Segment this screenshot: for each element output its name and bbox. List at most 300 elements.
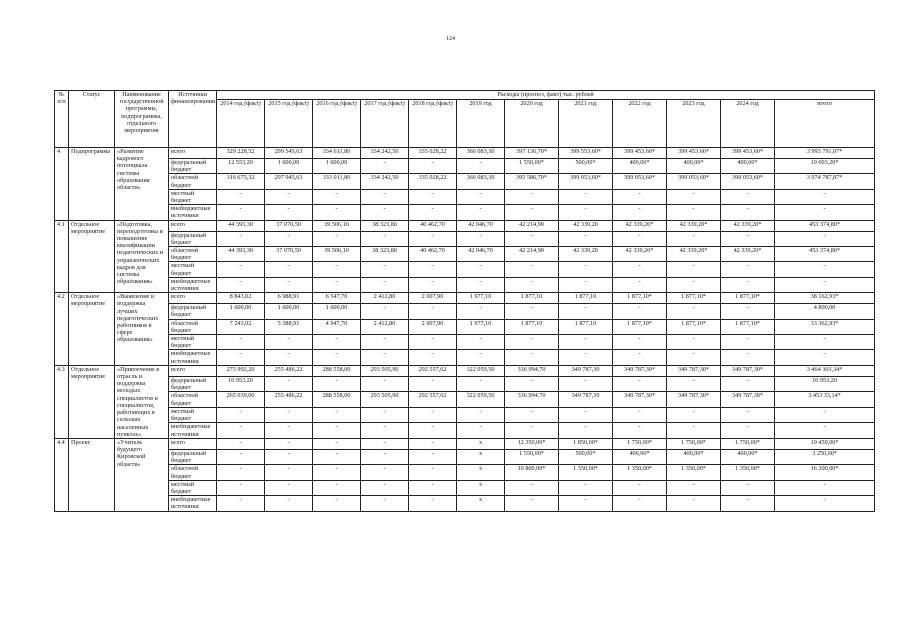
value-cell: 38 162,93* [775, 293, 875, 304]
value-cell: - [361, 304, 409, 319]
value-cell: - [313, 189, 361, 204]
value-cell: - [313, 376, 361, 391]
value-cell: - [775, 262, 875, 277]
value-cell: - [721, 277, 775, 292]
value-cell: - [217, 189, 265, 204]
header-sources: Источники финансирования [169, 91, 217, 148]
value-cell: 366 083,30 [457, 174, 505, 189]
value-cell: - [409, 423, 457, 439]
source-cell: местный бюджет [169, 407, 217, 422]
value-cell: 500,00* [559, 449, 613, 464]
value-cell: 1 350,00* [667, 465, 721, 480]
value-cell: - [505, 262, 559, 277]
value-cell: 1 750,00* [721, 438, 775, 449]
value-cell: - [775, 335, 875, 350]
value-cell: 42 214,90 [505, 247, 559, 262]
value-cell: - [313, 465, 361, 480]
value-cell: - [361, 496, 409, 511]
header-year: 2016 год (факт) [313, 100, 361, 148]
value-cell: - [457, 277, 505, 292]
value-cell: 288 558,00 [313, 392, 361, 407]
value-cell: - [505, 189, 559, 204]
value-cell: 1 877,10 [559, 293, 613, 304]
value-cell: 1 600,00 [313, 304, 361, 319]
source-cell: федеральный бюджет [169, 231, 217, 246]
value-cell: 37 070,50 [265, 220, 313, 231]
value-cell: - [667, 277, 721, 292]
value-cell: - [217, 438, 265, 449]
value-cell: - [217, 205, 265, 220]
value-cell: 1 550,00* [505, 159, 559, 174]
value-cell: 1 850,00* [559, 438, 613, 449]
row-status: Отдельное мероприятие [69, 293, 115, 366]
value-cell: - [265, 423, 313, 439]
table-row [55, 205, 875, 220]
value-cell: - [361, 262, 409, 277]
value-cell: 349 787,30* [613, 392, 667, 407]
row-status: Отдельное мероприятие [69, 220, 115, 293]
value-cell: - [457, 407, 505, 422]
source-cell: местный бюджет [169, 189, 217, 204]
value-cell: - [721, 205, 775, 220]
row-status: Подпрограмма [69, 148, 115, 221]
value-cell: 5 388,91 [265, 319, 313, 334]
value-cell: - [361, 205, 409, 220]
value-cell: 400,00* [721, 449, 775, 464]
row-name: «Развитие кадрового потенциала системы образования области» [115, 148, 169, 221]
value-cell: - [361, 350, 409, 365]
value-cell: 42 339,20* [613, 220, 667, 231]
value-cell: 37 070,50 [265, 247, 313, 262]
value-cell: 288 558,00 [313, 365, 361, 376]
value-cell: 322 059,50 [457, 365, 505, 376]
value-cell: - [667, 335, 721, 350]
source-cell: областной бюджет [169, 319, 217, 334]
value-cell: - [361, 438, 409, 449]
source-cell: местный бюджет [169, 262, 217, 277]
header-year: 2020 год [505, 100, 559, 148]
row-status: Отдельное мероприятие [69, 365, 115, 438]
value-cell: 3 974 787,87* [775, 174, 875, 189]
value-cell: - [457, 189, 505, 204]
value-cell: - [559, 205, 613, 220]
value-cell: 334 611,80 [313, 148, 361, 159]
value-cell: - [505, 231, 559, 246]
source-cell: областной бюджет [169, 174, 217, 189]
value-cell: 6 988,91 [265, 293, 313, 304]
row-number: 4.1 [55, 220, 69, 293]
value-cell: x [457, 496, 505, 511]
source-cell: федеральный бюджет [169, 376, 217, 391]
value-cell: x [457, 480, 505, 495]
value-cell: - [775, 205, 875, 220]
value-cell: - [613, 231, 667, 246]
value-cell: - [505, 205, 559, 220]
value-cell: - [721, 350, 775, 365]
value-cell: - [775, 277, 875, 292]
table-row [55, 159, 875, 174]
value-cell: - [265, 262, 313, 277]
value-cell: - [313, 231, 361, 246]
value-cell: - [721, 304, 775, 319]
value-cell: - [217, 480, 265, 495]
row-name: «Выявление и поддержка лучших педагогических работников в сфере образования» [115, 293, 169, 366]
value-cell: 2 412,80 [361, 293, 409, 304]
value-cell: 42 339,20* [721, 247, 775, 262]
value-cell: - [313, 496, 361, 511]
value-cell: 40 462,70 [409, 247, 457, 262]
value-cell: - [667, 423, 721, 439]
value-cell: 42 339,20* [667, 220, 721, 231]
value-cell: 3 464 303,34* [775, 365, 875, 376]
value-cell: 293 505,90 [361, 392, 409, 407]
value-cell: - [313, 350, 361, 365]
value-cell: - [505, 496, 559, 511]
row-name: «Подготовка, переподготовка и повышение квалификации педагогических и управленческих кадров для системы образования» [115, 220, 169, 293]
table-row [55, 407, 875, 422]
value-cell: 8 843,02 [217, 293, 265, 304]
value-cell: - [361, 449, 409, 464]
value-cell: 334 242,50 [361, 174, 409, 189]
value-cell: - [775, 423, 875, 439]
value-cell: - [667, 407, 721, 422]
value-cell: - [775, 189, 875, 204]
value-cell: - [559, 277, 613, 292]
value-cell: 293 505,90 [361, 365, 409, 376]
value-cell: 42 339,20* [667, 247, 721, 262]
value-cell: - [313, 205, 361, 220]
value-cell: 349 787,30* [721, 392, 775, 407]
value-cell: - [613, 277, 667, 292]
value-cell: 349 787,30* [667, 392, 721, 407]
header-expenses: Расходы (прогноз, факт) тыс. рублей [217, 91, 875, 100]
table-row [55, 350, 875, 365]
value-cell: - [457, 262, 505, 277]
value-cell: - [559, 496, 613, 511]
value-cell: - [313, 277, 361, 292]
value-cell: - [313, 480, 361, 495]
value-cell: 1 550,00* [505, 449, 559, 464]
source-cell: внебюджетные источники [169, 423, 217, 439]
value-cell: 453 374,80* [775, 247, 875, 262]
value-cell: - [217, 335, 265, 350]
value-cell: 3 250,00* [775, 449, 875, 464]
value-cell: 1 600,00 [265, 304, 313, 319]
value-cell: 255 486,22 [265, 365, 313, 376]
value-cell: 265 039,00 [217, 392, 265, 407]
value-cell: - [667, 350, 721, 365]
value-cell: - [613, 480, 667, 495]
table-row [55, 335, 875, 350]
value-cell: 336 994,70 [505, 392, 559, 407]
source-cell: всего [169, 293, 217, 304]
value-cell: 33 362,93* [775, 319, 875, 334]
table-row [55, 304, 875, 319]
table-row [55, 392, 875, 407]
value-cell: 322 059,50 [457, 392, 505, 407]
value-cell: - [559, 231, 613, 246]
value-cell: - [409, 376, 457, 391]
value-cell: 12 350,00* [505, 438, 559, 449]
value-cell: - [409, 465, 457, 480]
value-cell: 44 393,30 [217, 247, 265, 262]
value-cell: 1 600,00 [265, 159, 313, 174]
value-cell: - [313, 407, 361, 422]
header-year: 2023 год [667, 100, 721, 148]
value-cell: - [721, 407, 775, 422]
value-cell: 42 339,20 [559, 247, 613, 262]
value-cell: - [613, 496, 667, 511]
value-cell: 349 787,30* [721, 365, 775, 376]
value-cell: 1 350,00* [613, 465, 667, 480]
value-cell: - [361, 423, 409, 439]
value-cell: 366 083,30 [457, 148, 505, 159]
value-cell: - [361, 231, 409, 246]
table-row [55, 293, 875, 304]
value-cell: 292 557,62 [409, 392, 457, 407]
value-cell: x [457, 465, 505, 480]
value-cell: - [409, 350, 457, 365]
value-cell: - [409, 438, 457, 449]
value-cell: - [559, 304, 613, 319]
value-cell: - [409, 335, 457, 350]
table-row [55, 247, 875, 262]
value-cell: - [559, 376, 613, 391]
value-cell: 1 600,00 [313, 159, 361, 174]
source-cell: местный бюджет [169, 335, 217, 350]
value-cell: - [505, 407, 559, 422]
value-cell: 40 462,70 [409, 220, 457, 231]
value-cell: - [721, 335, 775, 350]
value-cell: - [265, 438, 313, 449]
value-cell: 395 586,70* [505, 174, 559, 189]
value-cell: - [667, 231, 721, 246]
value-cell: 42 046,70 [457, 220, 505, 231]
value-cell: - [265, 465, 313, 480]
value-cell: - [457, 423, 505, 439]
value-cell: - [361, 376, 409, 391]
value-cell: 4 800,00 [775, 304, 875, 319]
value-cell: 2 007,90 [409, 293, 457, 304]
value-cell: 42 339,20* [721, 220, 775, 231]
value-cell: 349 787,30* [613, 365, 667, 376]
value-cell: - [559, 480, 613, 495]
table-row [55, 423, 875, 439]
value-cell: - [265, 231, 313, 246]
value-cell: - [409, 189, 457, 204]
value-cell: - [457, 159, 505, 174]
value-cell: 1 350,00* [721, 465, 775, 480]
value-cell: 399 053,60* [667, 174, 721, 189]
value-cell: 299 545,63 [265, 148, 313, 159]
value-cell: 400,00* [613, 449, 667, 464]
value-cell: - [265, 480, 313, 495]
value-cell: 42 339,20 [559, 220, 613, 231]
value-cell: - [613, 304, 667, 319]
value-cell: - [265, 335, 313, 350]
value-cell: - [409, 159, 457, 174]
value-cell: - [775, 496, 875, 511]
value-cell: - [559, 407, 613, 422]
value-cell: - [409, 496, 457, 511]
value-cell: 1 977,10 [457, 293, 505, 304]
value-cell: 275 992,20 [217, 365, 265, 376]
value-cell: 349 787,30 [559, 392, 613, 407]
value-cell: - [265, 205, 313, 220]
value-cell: 1 877,10 [505, 293, 559, 304]
value-cell: 39 506,10 [313, 247, 361, 262]
value-cell: 255 486,22 [265, 392, 313, 407]
table-row [55, 262, 875, 277]
value-cell: 42 214,90 [505, 220, 559, 231]
source-cell: областной бюджет [169, 465, 217, 480]
value-cell: - [559, 335, 613, 350]
value-cell: 400,00* [721, 159, 775, 174]
source-cell: внебюджетные источники [169, 350, 217, 365]
value-cell: 7 243,02 [217, 319, 265, 334]
value-cell: 399 453,60* [667, 148, 721, 159]
value-cell: - [667, 480, 721, 495]
value-cell: - [313, 438, 361, 449]
source-cell: федеральный бюджет [169, 159, 217, 174]
value-cell: - [721, 480, 775, 495]
value-cell: 1 750,00* [667, 438, 721, 449]
table-row [55, 376, 875, 391]
value-cell: - [265, 449, 313, 464]
value-cell: - [721, 376, 775, 391]
value-cell: - [559, 189, 613, 204]
header-year: 2017 год (факт) [361, 100, 409, 148]
row-number: 4.3 [55, 365, 69, 438]
value-cell: - [409, 407, 457, 422]
value-cell: - [313, 423, 361, 439]
row-number: 4.4 [55, 438, 69, 511]
source-cell: областной бюджет [169, 392, 217, 407]
value-cell: - [457, 376, 505, 391]
source-cell: областной бюджет [169, 247, 217, 262]
value-cell: - [217, 231, 265, 246]
value-cell: - [505, 277, 559, 292]
source-cell: внебюджетные источники [169, 277, 217, 292]
source-cell: внебюджетные источники [169, 205, 217, 220]
value-cell: - [559, 262, 613, 277]
value-cell: - [613, 262, 667, 277]
header-status: Статус [69, 91, 115, 148]
value-cell: - [667, 189, 721, 204]
value-cell: - [721, 231, 775, 246]
value-cell: 399 453,60* [721, 148, 775, 159]
value-cell: - [217, 262, 265, 277]
value-cell: - [217, 496, 265, 511]
value-cell: 399 553,60* [559, 148, 613, 159]
value-cell: - [613, 376, 667, 391]
value-cell: 10 953,20 [217, 376, 265, 391]
value-cell: 292 557,62 [409, 365, 457, 376]
table-row [55, 277, 875, 292]
value-cell: - [505, 335, 559, 350]
value-cell: 6 547,70 [313, 293, 361, 304]
value-cell: 10 953,20 [775, 376, 875, 391]
value-cell: - [505, 480, 559, 495]
row-name: «Учитель будущего Кировской области» [115, 438, 169, 511]
value-cell: 1 977,10 [457, 319, 505, 334]
value-cell: - [409, 304, 457, 319]
value-cell: - [667, 376, 721, 391]
table-row [55, 480, 875, 495]
value-cell: 399 053,60* [559, 174, 613, 189]
header-year: 2019 год [457, 100, 505, 148]
value-cell: - [775, 231, 875, 246]
value-cell: - [409, 277, 457, 292]
value-cell: - [265, 496, 313, 511]
value-cell: - [613, 407, 667, 422]
table-row [55, 319, 875, 334]
source-cell: всего [169, 365, 217, 376]
header-year: 2022 год [613, 100, 667, 148]
value-cell: - [457, 205, 505, 220]
header-year: 2024 год [721, 100, 775, 148]
table-row [55, 231, 875, 246]
value-cell: 335 028,22 [409, 148, 457, 159]
value-cell: 4 947,70 [313, 319, 361, 334]
value-cell: 399 053,60* [613, 174, 667, 189]
value-cell: 349 787,30 [559, 365, 613, 376]
value-cell: 1 350,00* [559, 465, 613, 480]
value-cell: - [313, 262, 361, 277]
value-cell: - [505, 376, 559, 391]
source-cell: внебюджетные источники [169, 496, 217, 511]
value-cell: - [505, 350, 559, 365]
value-cell: - [721, 423, 775, 439]
value-cell: - [361, 465, 409, 480]
value-cell: 349 787,30* [667, 365, 721, 376]
value-cell: 39 506,10 [313, 220, 361, 231]
value-cell: - [217, 277, 265, 292]
page-number: 124 [446, 36, 455, 42]
value-cell: - [265, 407, 313, 422]
value-cell: - [667, 262, 721, 277]
source-cell: всего [169, 438, 217, 449]
row-name: «Привлечение в отрасль и поддержка молодых специалистов и специалистов, работающих в сельских населенных пунктах» [115, 365, 169, 438]
table-row [55, 365, 875, 376]
value-cell: - [505, 423, 559, 439]
value-cell: - [775, 350, 875, 365]
value-cell: - [313, 449, 361, 464]
value-cell: - [361, 159, 409, 174]
value-cell: - [721, 189, 775, 204]
value-cell: - [613, 205, 667, 220]
value-cell: - [613, 350, 667, 365]
value-cell: - [361, 335, 409, 350]
value-cell: - [457, 304, 505, 319]
value-cell: 1 877,10* [667, 293, 721, 304]
value-cell: - [457, 231, 505, 246]
value-cell: - [613, 189, 667, 204]
value-cell: 400,00* [667, 449, 721, 464]
value-cell: - [613, 335, 667, 350]
header-year: итого [775, 100, 875, 148]
value-cell: 1 877,10* [721, 293, 775, 304]
value-cell: 1 877,10* [667, 319, 721, 334]
value-cell: - [667, 304, 721, 319]
row-number: 4 [55, 148, 69, 221]
value-cell: 44 393,30 [217, 220, 265, 231]
value-cell: 399 453,60* [613, 148, 667, 159]
value-cell: - [265, 189, 313, 204]
table-row [55, 438, 875, 449]
value-cell: 397 136,70* [505, 148, 559, 159]
value-cell: 400,00* [667, 159, 721, 174]
